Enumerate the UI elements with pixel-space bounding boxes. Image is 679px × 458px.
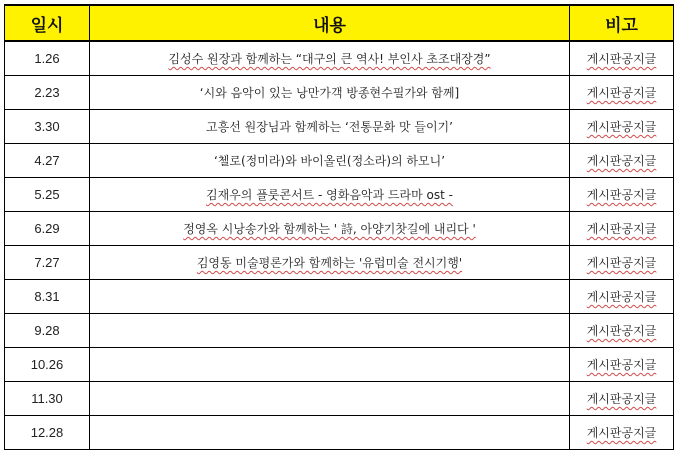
header-date: 일시 xyxy=(5,5,90,41)
row-note xyxy=(570,280,674,314)
row-note-text: 게시판공지글 xyxy=(586,426,657,440)
row-note-text: 게시판공지글 xyxy=(586,256,657,270)
schedule-table-wrapper xyxy=(4,4,673,450)
row-note-text: 게시판공지글 xyxy=(586,120,657,134)
table-row xyxy=(5,178,674,212)
row-note-text: 게시판공지글 xyxy=(586,188,657,202)
row-date: 1.26 xyxy=(5,41,90,76)
row-date: 8.31 xyxy=(5,280,90,314)
row-date: 10.26 xyxy=(5,348,90,382)
row-note xyxy=(570,314,674,348)
table-row xyxy=(5,76,674,110)
row-note xyxy=(570,416,674,450)
table-row xyxy=(5,144,674,178)
row-content-text: 김성수 원장과 함께하는 “대구의 큰 역사! 부인사 초조대장경” xyxy=(168,52,491,66)
row-note xyxy=(570,178,674,212)
row-note xyxy=(570,41,674,76)
row-content xyxy=(90,280,570,314)
row-date: 6.29 xyxy=(5,212,90,246)
header-note: 비고 xyxy=(570,5,674,41)
row-note-text: 게시판공지글 xyxy=(586,290,657,304)
row-content xyxy=(90,76,570,110)
table-row xyxy=(5,110,674,144)
row-content xyxy=(90,314,570,348)
schedule-table xyxy=(4,4,674,450)
row-content-text: 고흥선 원장님과 함께하는 ‘전통문화 맛 들이기’ xyxy=(206,120,453,134)
table-row xyxy=(5,212,674,246)
row-content-text: 김재우의 플룻콘서트 - 영화음악과 드라마 ost - xyxy=(206,188,453,202)
row-note-text: 게시판공지글 xyxy=(586,392,657,406)
row-note-text: 게시판공지글 xyxy=(586,52,657,66)
row-note xyxy=(570,144,674,178)
row-date: 2.23 xyxy=(5,76,90,110)
table-row xyxy=(5,246,674,280)
row-date: 11.30 xyxy=(5,382,90,416)
row-content-text: 김영동 미술평론가와 함께하는 '유럽미술 전시기행' xyxy=(196,256,463,270)
row-date: 4.27 xyxy=(5,144,90,178)
row-content-text: ‘시와 음악이 있는 낭만가객 방종현수필가와 함께] xyxy=(199,86,460,100)
row-note xyxy=(570,348,674,382)
row-content xyxy=(90,41,570,76)
row-content xyxy=(90,110,570,144)
table-row xyxy=(5,382,674,416)
row-date: 9.28 xyxy=(5,314,90,348)
row-content xyxy=(90,212,570,246)
table-row xyxy=(5,348,674,382)
row-note xyxy=(570,382,674,416)
row-note-text: 게시판공지글 xyxy=(586,86,657,100)
row-content xyxy=(90,144,570,178)
row-date: 5.25 xyxy=(5,178,90,212)
header-row xyxy=(5,5,674,41)
row-content-text: 정영옥 시낭송가와 함께하는 ' 詩, 아양기찻길에 내리다 ' xyxy=(183,222,476,236)
table-body xyxy=(5,41,674,450)
row-note xyxy=(570,246,674,280)
table-row xyxy=(5,280,674,314)
table-row xyxy=(5,416,674,450)
table-row xyxy=(5,41,674,76)
row-note-text: 게시판공지글 xyxy=(586,154,657,168)
row-content xyxy=(90,246,570,280)
row-content-text: ‘첼로(정미라)와 바이올린(정소라)의 하모니’ xyxy=(213,154,446,168)
row-content xyxy=(90,178,570,212)
row-date: 7.27 xyxy=(5,246,90,280)
row-note-text: 게시판공지글 xyxy=(586,324,657,338)
table-row xyxy=(5,314,674,348)
row-note xyxy=(570,212,674,246)
header-content: 내용 xyxy=(90,5,570,41)
table-header xyxy=(5,5,674,41)
row-content xyxy=(90,416,570,450)
row-note xyxy=(570,76,674,110)
row-note-text: 게시판공지글 xyxy=(586,358,657,372)
row-note-text: 게시판공지글 xyxy=(586,222,657,236)
row-date: 12.28 xyxy=(5,416,90,450)
row-date: 3.30 xyxy=(5,110,90,144)
row-note xyxy=(570,110,674,144)
row-content xyxy=(90,348,570,382)
row-content xyxy=(90,382,570,416)
